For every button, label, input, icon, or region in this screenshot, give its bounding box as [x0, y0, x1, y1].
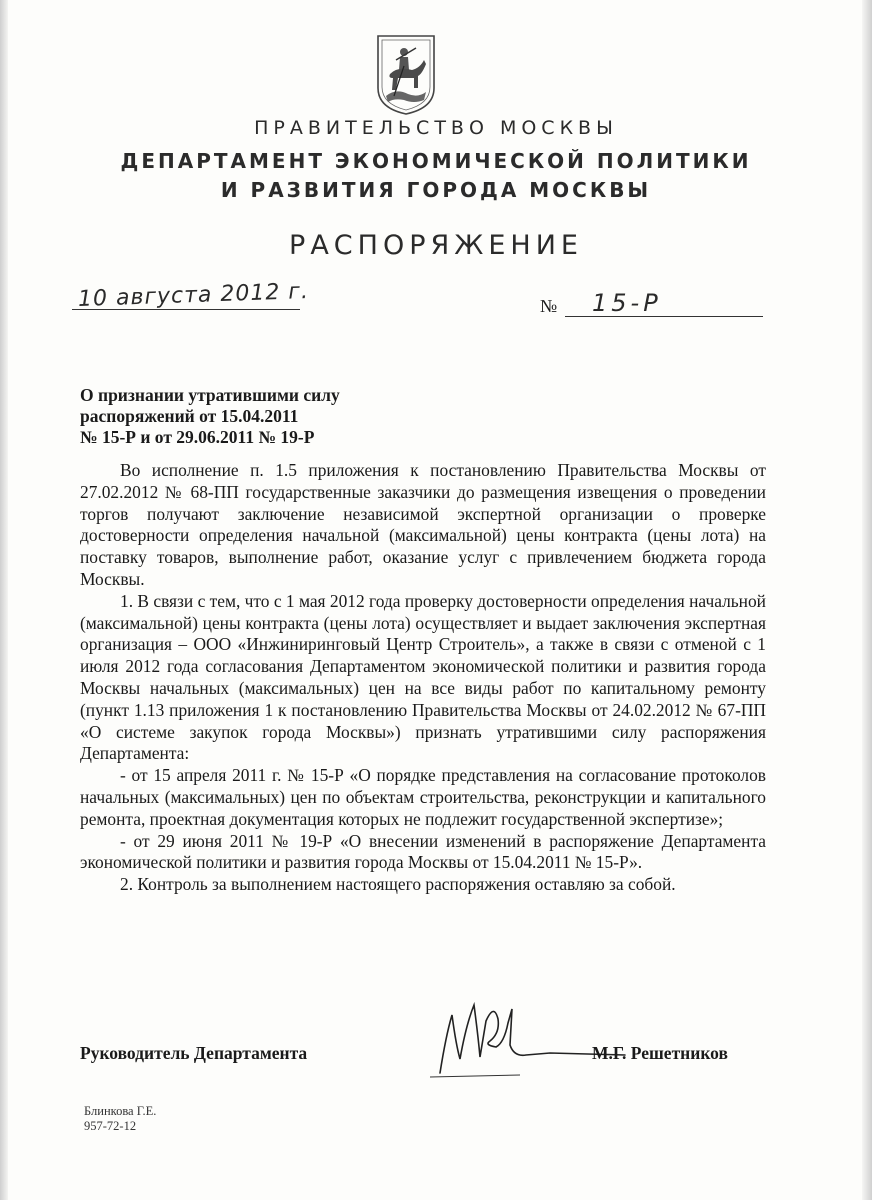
- executor-info: [84, 1104, 156, 1134]
- handwritten-signature: [400, 985, 630, 1085]
- signatory-role: Руководитель Департамента: [80, 1043, 308, 1063]
- number-sign: №: [540, 296, 558, 316]
- document-subject: [80, 385, 340, 448]
- handwritten-number: 15-Р: [592, 289, 662, 317]
- body-paragraph-preamble: Во исполнение п. 1.5 приложения к постановлению Правительства Москвы от 27.02.2012 № 68-ПП государственные заказчики до размещения извещения о проведении торгов получают заключение независимой экспертной организации о проверке достоверности определения начальной (максимальной) цены контракта (цены лота) на поставку товаров, выполнение работ, оказание услуг с привлечением бюджета города Москвы.: [80, 460, 766, 589]
- executor-phone: 957-72-12: [84, 1119, 137, 1133]
- document-type-title: РАСПОРЯЖЕНИЕ: [289, 230, 583, 261]
- subject-line: № 15-Р и от 29.06.2011 № 19-Р: [80, 427, 315, 447]
- subject-line: О признании утратившими силу: [80, 385, 340, 405]
- department-title-line1: ДЕПАРТАМЕНТ ЭКОНОМИЧЕСКОЙ ПОЛИТИКИ: [120, 149, 752, 173]
- document-body: [80, 460, 766, 896]
- moscow-coat-of-arms-icon: [374, 30, 438, 116]
- department-title-line2: И РАЗВИТИЯ ГОРОДА МОСКВЫ: [220, 178, 652, 202]
- executor-name: Блинкова Г.Е.: [84, 1104, 157, 1118]
- body-paragraph-repeal-1: - от 15 апреля 2011 г. № 15-Р «О порядке представления на согласование протоколов начальных (максимальных) цен по объектам строительства, реконструкции и капитального ремонта, проектная документация которых не подлежит государственной экспертизе»;: [80, 765, 766, 829]
- government-title: ПРАВИТЕЛЬСТВО МОСКВЫ: [254, 117, 618, 139]
- body-paragraph-item-1: 1. В связи с тем, что с 1 мая 2012 года проверку достоверности определения начальной (максимальной) цены контракта (цены лота) осуществляет и выдает заключения экспертная организация – ООО «Инжиниринговый Центр Строитель», а также в связи с отменой с 1 июля 2012 года согласования Департаментом экономической политики и развития города Москвы начальных (максимальных) цен на все виды работ по капитальному ремонту (пункт 1.13 приложения 1 к постановлению Правительства Москвы от 24.02.2012 № 67-ПП «О системе закупок города Москвы») признать утратившими силу распоряжения Департамента:: [80, 590, 766, 764]
- body-paragraph-item-2: 2. Контроль за выполнением настоящего распоряжения оставляю за собой.: [120, 874, 676, 895]
- subject-line: распоряжений от 15.04.2011: [80, 406, 299, 426]
- signatory-name: М.Г. Решетников: [592, 1043, 728, 1063]
- handwritten-date: 10 августа 2012 г.: [77, 278, 310, 313]
- body-paragraph-repeal-2: - от 29 июня 2011 № 19-Р «О внесении изменений в распоряжение Департамента экономической политики и развития города Москвы от 15.04.2011 № 15-Р».: [80, 830, 766, 873]
